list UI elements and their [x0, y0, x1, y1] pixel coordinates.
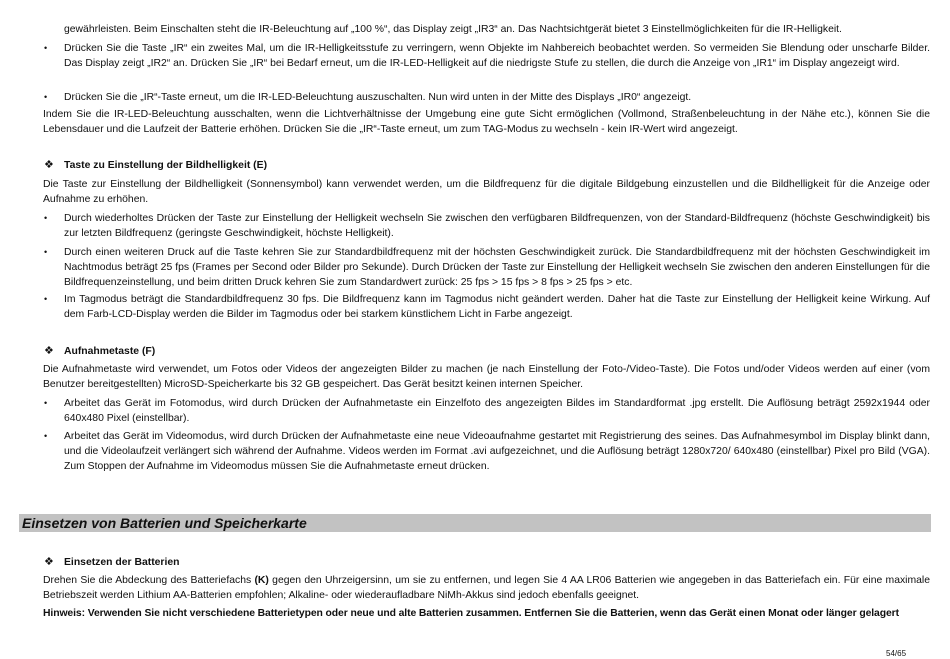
- battery-cover-ref: (K): [254, 575, 269, 586]
- bullet-icon: •: [44, 43, 48, 53]
- ir-bullet-1: Drücken Sie die Taste „IR“ ein zweites Mal, um die IR-Helligkeitsstufe zu verringern, wenn Objekte im Nahbereich beobachtet werden. So vermeiden Sie Blendung oder unscharfe Bilder. Das Display zeigt „IR2“ an. Drücken Sie „IR“ bei Bedarf erneut, um die IR-LED-Helligkeit auf die niedrigste Stufe zu stellen, die durch die Anzeige von „IR1“ im Display angezeigt wird.: [64, 43, 930, 69]
- bullet-icon: •: [44, 294, 48, 304]
- record-bullet-2: Arbeitet das Gerät im Videomodus, wird durch Drücken der Aufnahmetaste eine neue Videoaufnahme gestartet mit Registrierung des seines. Das Aufnahmesymbol im Display blinkt dann, und die Videolaufzeit verlängert sich während der Aufnahme. Videos werden im Format .avi aufgezeichnet, und die Auflösung beträgt 1280x720/ 640x480 (einstellbar) Pixel pro Bild (VGA). Zum Stoppen der Aufnahme im Videomodus müssen Sie die Aufnahmetaste erneut drücken.: [64, 431, 930, 472]
- intro-continuation: gewährleisten. Beim Einschalten steht die IR-Beleuchtung auf „100 %“, das Display zeigt „IR3“ an. Das Nachtsichtgerät bietet 3 Einstellmöglichkeiten für die IR-Helligkeit.: [64, 24, 842, 35]
- ir-bullet-2: Drücken Sie die „IR“-Taste erneut, um die IR-LED-Beleuchtung auszuschalten. Nun wird unten in der Mitte des Displays „IR0“ angezeigt.: [64, 92, 692, 103]
- brightness-heading: Taste zu Einstellung der Bildhelligkeit (E): [64, 160, 268, 171]
- battery-heading: Einsetzen der Batterien: [64, 557, 180, 568]
- section-title: Einsetzen von Batterien und Speicherkarte: [22, 515, 307, 531]
- brightness-bullet-2: Durch einen weiteren Druck auf die Taste kehren Sie zur Standardbildfrequenz mit der höchsten Geschwindigkeit zurück. Die Standardbildfrequenz mit der höchsten Geschwindigkeit im Nachtmodus beträgt 25 fps (Frames per Second oder Bilder pro Sekunde). Durch Drücken der Taste zur Einstellung der Helligkeit wechseln Sie zwischen den anderen Einstellungen für die Bildfrequenzeinstellung, und beim dritten Druck kehren Sie zum Standardwert zurück: 25 fps > 15 fps > 8 fps > 25 fps > etc.: [64, 247, 930, 288]
- bullet-icon: •: [44, 213, 48, 223]
- bullet-icon: •: [44, 398, 48, 408]
- brightness-bullet-1: Durch wiederholtes Drücken der Taste zur Einstellung der Helligkeit wechseln Sie zwischen den verfügbaren Bildfrequenzen, von der Standard-Bildfrequenz (höchste Geschwindigkeit) bis zur letzten Bildfrequenz (geringste Geschwindigkeit, höchste Helligkeit).: [64, 213, 930, 239]
- battery-text-part-1: Drehen Sie die Abdeckung des Batteriefachs: [43, 575, 255, 586]
- diamond-bullet-icon: ❖: [44, 345, 54, 357]
- battery-text-part-2: gegen den Uhrzeigersinn, um sie zu entfernen, und legen Sie 4 AA LR06 Batterien wie angegeben in das Batteriefach ein. Für eine maximale Betriebszeit werden Lithium AA-Batterien empfohlen; Alkaline- oder wiederaufladbare NiMh-Akkus sind jedoch ebenfalls geeignet.: [43, 575, 930, 601]
- record-bullet-1: Arbeitet das Gerät im Fotomodus, wird durch Drücken der Aufnahmetaste ein Einzelfoto des angezeigten Bildes im Standardformat .jpg erstellt. Die Auflösung beträgt 2592x1944 oder 640x480 Pixel (einstellbar).: [64, 398, 930, 424]
- diamond-bullet-icon: ❖: [44, 556, 54, 568]
- bullet-icon: •: [44, 431, 48, 441]
- battery-hint: Hinweis: Verwenden Sie nicht verschiedene Batterietypen oder neue und alte Batterien zusammen. Entfernen Sie die Batterien, wenn das Gerät einen Monat oder länger gelagert: [43, 608, 899, 619]
- brightness-bullet-3: Im Tagmodus beträgt die Standardbildfrequenz 30 fps. Die Bildfrequenz kann im Tagmodus nicht geändert werden. Daher hat die Taste zur Einstellung der Helligkeit keine Wirkung. Auf dem Farb-LCD-Display werden die Bilder im Tagmodus oder bei starkem künstlichem Licht in Farbe angezeigt.: [64, 294, 930, 320]
- record-intro: Die Aufnahmetaste wird verwendet, um Fotos oder Videos der angezeigten Bilder zu machen (je nach Einstellung der Foto-/Video-Taste). Die Fotos und/oder Videos werden auf einer (vom Benutzer bereitgestellten) MicroSD-Speicherkarte bis 32 GB gespeichert. Das Gerät besitzt keinen internen Speicher.: [43, 364, 930, 390]
- ir-paragraph: Indem Sie die IR-LED-Beleuchtung ausschalten, wenn die Lichtverhältnisse der Umgebung eine gute Sicht ermöglichen (Vollmond, Straßenbeleuchtung in der Nähe etc.), können Sie die Lebensdauer und die Laufzeit der Batterie erhöhen. Drücken Sie die „IR“-Taste erneut, um zum TAG-Modus zu wechseln - kein IR-Wert wird angezeigt.: [43, 109, 930, 135]
- bullet-icon: •: [44, 92, 48, 102]
- record-heading: Aufnahmetaste (F): [64, 346, 156, 357]
- bullet-icon: •: [44, 247, 48, 257]
- battery-paragraph: [43, 573, 930, 603]
- brightness-intro: Die Taste zur Einstellung der Bildhelligkeit (Sonnensymbol) kann verwendet werden, um die Bildfrequenz für die digitale Bildgebung einzustellen und die Bildhelligkeit für die Anzeige oder Aufnahme zu erhöhen.: [43, 179, 930, 205]
- page-number: 54/65: [886, 649, 907, 658]
- diamond-bullet-icon: ❖: [44, 159, 54, 171]
